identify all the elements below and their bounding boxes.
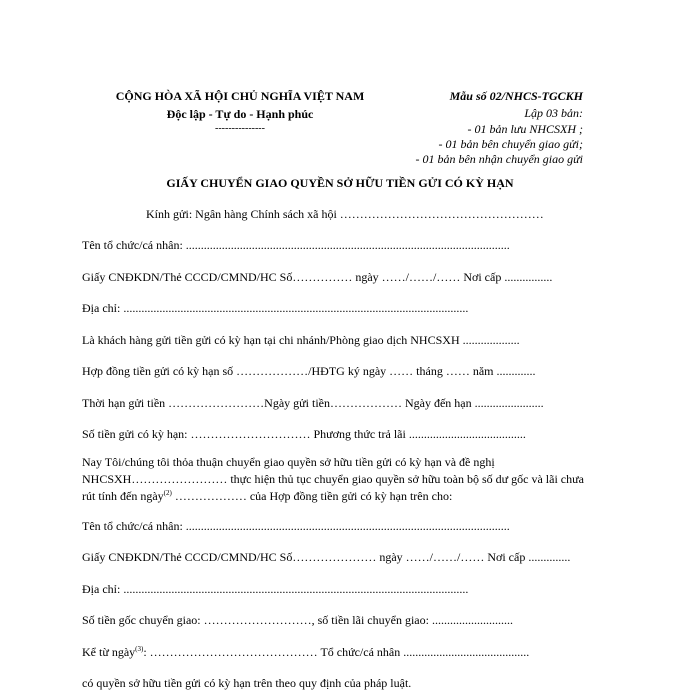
document-title: GIẤY CHUYỂN GIAO QUYỀN SỞ HỮU TIỀN GỬI CÓ KỲ HẠN	[166, 176, 514, 190]
footnote-2: (2)	[163, 489, 172, 497]
ownership-statement: có quyền sở hữu tiền gửi có kỳ hạn trên theo quy định của pháp luật.	[82, 676, 412, 690]
agreement-paragraph-line-3: rút tính đến ngày$^{(2)}$ ……………… của Hợp đồng tiền gửi có kỳ hạn trên cho:	[82, 489, 453, 503]
sender-id-line: Giấy CNĐKDN/Thẻ CCCD/CMND/HC Số…………… ngày ……/……/…… Nơi cấp ................	[82, 270, 553, 284]
copy-note-1: - 01 bản lưu NHCSXH ;	[467, 122, 583, 136]
deposit-amount-line: Số tiền gửi có kỳ hạn: ………………………… Phương thức trả lãi .......................................	[82, 427, 526, 441]
receiver-address-line: Địa chỉ: ...................................................................................................................	[82, 582, 469, 596]
effective-date-line: Kể từ ngày$^{(3)}$: …………………………………… Tổ chức/cá nhân ..........................................	[82, 645, 530, 659]
term-line: Thời hạn gửi tiền ……………………Ngày gửi tiền……………… Ngày đến hạn .......................	[82, 396, 544, 410]
copy-note-2: - 01 bản bên chuyển giao gửi;	[438, 137, 583, 151]
transfer-amount-line: Số tiền gốc chuyển giao: ………………………, số tiền lãi chuyển giao: ...........................	[82, 613, 513, 627]
agreement-paragraph-line-1: Nay Tôi/chúng tôi thỏa thuận chuyển giao quyền sở hữu tiền gửi có kỳ hạn và đề nghị	[82, 455, 495, 469]
copies-count: Lập 03 bản:	[524, 106, 583, 120]
receiver-id-line: Giấy CNĐKDN/Thẻ CCCD/CMND/HC Số………………… ngày ……/……/…… Nơi cấp ..............	[82, 550, 571, 564]
motto-rule: ---------------	[215, 123, 265, 134]
copy-note-3: - 01 bản bên nhận chuyển giao gửi	[415, 152, 583, 166]
footnote-3: (3)	[135, 645, 144, 653]
agreement-paragraph-line-2: NHCSXH…………………… thực hiện thủ tục chuyển giao quyền sở hữu toàn bộ số dư gốc và lãi chưa	[82, 472, 584, 486]
sender-address-line: Địa chỉ: ...................................................................................................................	[82, 301, 469, 315]
motto: Độc lập - Tự do - Hạnh phúc	[166, 107, 314, 121]
addressee: Kính gửi: Ngân hàng Chính sách xã hội ……………………………………………	[146, 207, 544, 221]
form-number: Mẫu số 02/NHCS-TGCKH	[449, 89, 583, 103]
country-heading: CỘNG HÒA XÃ HỘI CHỦ NGHĨA VIỆT NAM	[115, 89, 365, 103]
receiver-name-line: Tên tổ chức/cá nhân: ............................................................................................................	[82, 519, 510, 533]
contract-line: Hợp đồng tiền gửi có kỳ hạn số ………………/HĐTG ký ngày …… tháng …… năm .............	[82, 364, 536, 378]
sender-name-line: Tên tổ chức/cá nhân: ............................................................................................................	[82, 238, 510, 252]
customer-branch-line: Là khách hàng gửi tiền gửi có kỳ hạn tại chi nhánh/Phòng giao dịch NHCSXH ...................	[82, 333, 520, 347]
